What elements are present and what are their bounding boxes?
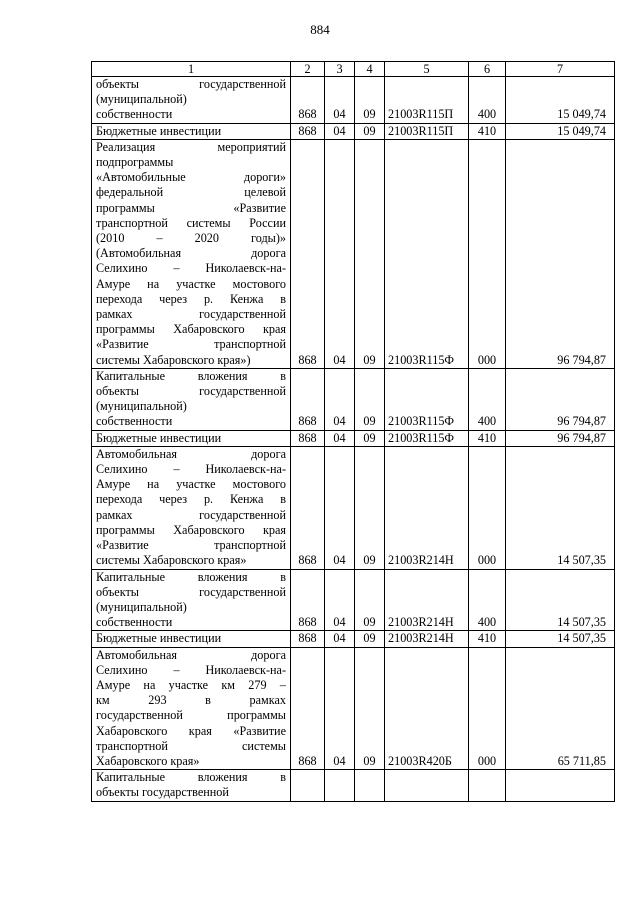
cell-col3: 04: [325, 446, 355, 569]
cell-description-text: Капитальные вложения в объекты государственной (муниципальной) собственности: [96, 569, 286, 630]
cell-description-text: Бюджетные инвестиции: [96, 631, 222, 646]
cell-col4: 09: [355, 139, 385, 368]
cell-col6: 400: [469, 368, 506, 430]
column-header: 1: [92, 62, 291, 77]
cell-description: [92, 631, 291, 647]
cell-description: [92, 139, 291, 368]
cell-description-text: Бюджетные инвестиции: [96, 430, 222, 445]
cell-col7: 96 794,87: [506, 430, 615, 446]
cell-col5: 21003R115Ф: [385, 430, 469, 446]
cell-col5: [385, 770, 469, 801]
cell-col4: 09: [355, 631, 385, 647]
cell-col5: 21003R214Н: [385, 569, 469, 631]
cell-col2: 868: [291, 631, 325, 647]
cell-col3: 04: [325, 139, 355, 368]
cell-description-text: Автомобильная дорога Селихино – Николаевск-на- Амуре на участке мостового перехода через р. Кенжа в рамках государственной программы Хабаровского края «Развитие транспортной системы Хабаровского края»: [96, 446, 286, 568]
cell-description-text: Реализация мероприятий подпрограммы «Автомобильные дороги» федеральной целевой программы «Развитие транспортной системы России (2010 – 2020 годы)» (Автомобильная дорога Селихино – Николаевск-на- Амуре на участке мостового перехода через р. Кенжа в рамках государственной программы Хабаровского края «Развитие транспортной системы Хабаровского края»): [96, 139, 286, 367]
column-header: 3: [325, 62, 355, 77]
cell-col7: 96 794,87: [506, 139, 615, 368]
cell-col4: 09: [355, 569, 385, 631]
cell-description: [92, 368, 291, 430]
cell-col6: 410: [469, 430, 506, 446]
table-row: [92, 430, 615, 446]
cell-col7: [506, 770, 615, 801]
cell-description-text: Бюджетные инвестиции: [96, 123, 222, 138]
cell-col6: [469, 770, 506, 801]
cell-col5: 21003R115П: [385, 77, 469, 124]
table-row: [92, 770, 615, 801]
cell-col7: 14 507,35: [506, 631, 615, 647]
cell-col4: 09: [355, 430, 385, 446]
cell-description: [92, 77, 291, 124]
cell-col5: 21003R115Ф: [385, 139, 469, 368]
cell-col3: 04: [325, 430, 355, 446]
cell-col4: [355, 770, 385, 801]
cell-col3: [325, 770, 355, 801]
table-row: [92, 631, 615, 647]
cell-description: [92, 569, 291, 631]
cell-col2: 868: [291, 77, 325, 124]
table-row: [92, 368, 615, 430]
cell-col5: 21003R214Н: [385, 446, 469, 569]
cell-col7: 15 049,74: [506, 77, 615, 124]
table-row: [92, 647, 615, 770]
cell-col3: 04: [325, 123, 355, 139]
cell-col6: 400: [469, 569, 506, 631]
cell-col2: 868: [291, 647, 325, 770]
cell-description: [92, 770, 291, 801]
cell-description-text: Капитальные вложения в объекты государственной: [96, 770, 286, 800]
cell-description: [92, 446, 291, 569]
cell-col6: 410: [469, 123, 506, 139]
cell-col6: 410: [469, 631, 506, 647]
cell-col3: 04: [325, 77, 355, 124]
cell-col4: 09: [355, 77, 385, 124]
table-row: [92, 139, 615, 368]
cell-col2: 868: [291, 569, 325, 631]
column-header: 7: [506, 62, 615, 77]
cell-col7: 15 049,74: [506, 123, 615, 139]
table-body: [92, 77, 615, 802]
table-row: [92, 569, 615, 631]
column-header: 5: [385, 62, 469, 77]
cell-col6: 000: [469, 647, 506, 770]
table-row: [92, 446, 615, 569]
cell-description-text: Капитальные вложения в объекты государственной (муниципальной) собственности: [96, 368, 286, 429]
cell-col5: 21003R420Б: [385, 647, 469, 770]
cell-col4: 09: [355, 647, 385, 770]
cell-col6: 000: [469, 446, 506, 569]
cell-col5: 21003R115Ф: [385, 368, 469, 430]
cell-col7: 65 711,85: [506, 647, 615, 770]
cell-col5: 21003R214Н: [385, 631, 469, 647]
budget-table: [91, 61, 615, 802]
cell-col6: 400: [469, 77, 506, 124]
column-header: 2: [291, 62, 325, 77]
cell-description: [92, 430, 291, 446]
cell-col2: 868: [291, 430, 325, 446]
cell-col5: 21003R115П: [385, 123, 469, 139]
table-row: [92, 77, 615, 124]
column-header: 4: [355, 62, 385, 77]
cell-col2: 868: [291, 446, 325, 569]
cell-description-text: объекты государственной (муниципальной) собственности: [96, 77, 286, 122]
table-row: [92, 123, 615, 139]
cell-col6: 000: [469, 139, 506, 368]
cell-col3: 04: [325, 631, 355, 647]
cell-col2: [291, 770, 325, 801]
cell-col2: 868: [291, 368, 325, 430]
cell-col4: 09: [355, 123, 385, 139]
cell-col7: 96 794,87: [506, 368, 615, 430]
column-header: 6: [469, 62, 506, 77]
cell-col7: 14 507,35: [506, 569, 615, 631]
cell-col2: 868: [291, 123, 325, 139]
cell-description-text: Автомобильная дорога Селихино – Николаевск-на- Амуре на участке км 279 – км 293 в рамках государственной программы Хабаровского края «Развитие транспортной системы Хабаровского края»: [96, 647, 286, 768]
cell-col3: 04: [325, 647, 355, 770]
cell-col3: 04: [325, 569, 355, 631]
cell-col2: 868: [291, 139, 325, 368]
table-header-row: [92, 62, 615, 77]
cell-col4: 09: [355, 446, 385, 569]
cell-col4: 09: [355, 368, 385, 430]
cell-col3: 04: [325, 368, 355, 430]
cell-col7: 14 507,35: [506, 446, 615, 569]
page-number: 884: [310, 22, 330, 37]
cell-description: [92, 123, 291, 139]
cell-description: [92, 647, 291, 770]
